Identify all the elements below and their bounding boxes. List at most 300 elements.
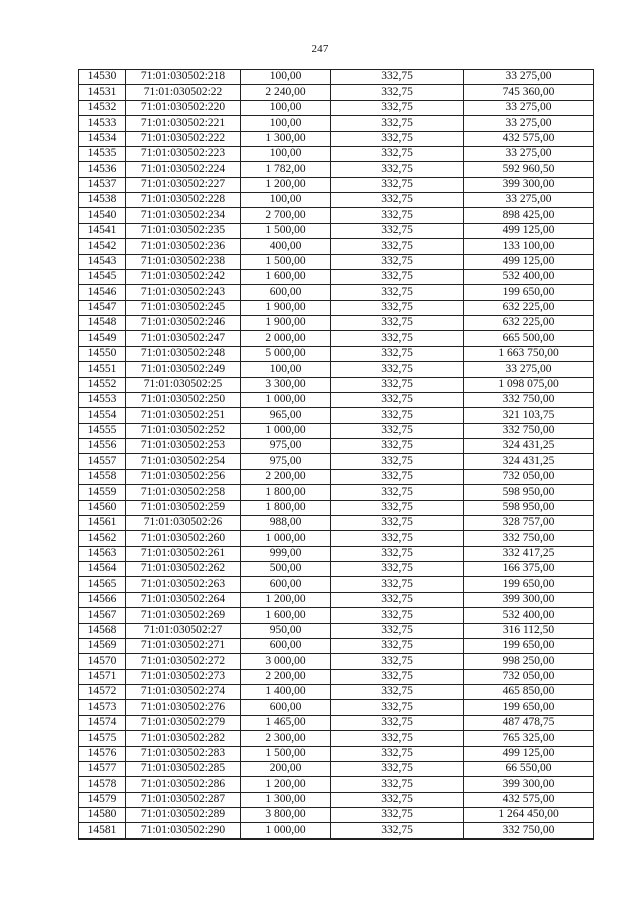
table-row — [79, 85, 594, 100]
value-cell: 33 275,00 — [464, 193, 594, 208]
cadastral-number-cell: 71:01:030502:247 — [126, 331, 241, 346]
cadastral-number-cell: 71:01:030502:27 — [126, 623, 241, 638]
cadastral-number-cell: 71:01:030502:25 — [126, 377, 241, 392]
table-row — [79, 792, 594, 807]
rate-cell: 332,75 — [331, 423, 464, 438]
table-row — [79, 515, 594, 530]
rate-cell: 332,75 — [331, 162, 464, 177]
rate-cell: 332,75 — [331, 146, 464, 161]
value-cell: 332 750,00 — [464, 823, 594, 839]
cadastral-number-cell: 71:01:030502:283 — [126, 746, 241, 761]
table-row — [79, 654, 594, 669]
row-number-cell: 14547 — [79, 300, 126, 315]
value-cell: 487 478,75 — [464, 715, 594, 730]
row-number-cell: 14568 — [79, 623, 126, 638]
cadastral-number-cell: 71:01:030502:222 — [126, 131, 241, 146]
table-row — [79, 300, 594, 315]
rate-cell: 332,75 — [331, 193, 464, 208]
value-cell: 598 950,00 — [464, 500, 594, 515]
table-row — [79, 715, 594, 730]
cadastral-number-cell: 71:01:030502:286 — [126, 777, 241, 792]
cadastral-number-cell: 71:01:030502:238 — [126, 254, 241, 269]
row-number-cell: 14545 — [79, 269, 126, 284]
row-number-cell: 14557 — [79, 454, 126, 469]
cadastral-number-cell: 71:01:030502:218 — [126, 70, 241, 85]
land-value-table — [78, 69, 594, 840]
rate-cell: 332,75 — [331, 761, 464, 776]
area-cell: 988,00 — [241, 515, 331, 530]
cadastral-number-cell: 71:01:030502:251 — [126, 408, 241, 423]
rate-cell: 332,75 — [331, 131, 464, 146]
area-cell: 100,00 — [241, 193, 331, 208]
rate-cell: 332,75 — [331, 269, 464, 284]
rate-cell: 332,75 — [331, 777, 464, 792]
table-row — [79, 685, 594, 700]
area-cell: 100,00 — [241, 362, 331, 377]
row-number-cell: 14558 — [79, 469, 126, 484]
rate-cell: 332,75 — [331, 223, 464, 238]
value-cell: 399 300,00 — [464, 592, 594, 607]
rate-cell: 332,75 — [331, 731, 464, 746]
table-row — [79, 100, 594, 115]
cadastral-number-cell: 71:01:030502:262 — [126, 562, 241, 577]
value-cell: 532 400,00 — [464, 269, 594, 284]
rate-cell: 332,75 — [331, 239, 464, 254]
cadastral-number-cell: 71:01:030502:249 — [126, 362, 241, 377]
value-cell: 998 250,00 — [464, 654, 594, 669]
value-cell: 332 750,00 — [464, 392, 594, 407]
rate-cell: 332,75 — [331, 392, 464, 407]
value-cell: 332 417,25 — [464, 546, 594, 561]
value-cell: 324 431,25 — [464, 439, 594, 454]
area-cell: 1 500,00 — [241, 223, 331, 238]
value-cell: 133 100,00 — [464, 239, 594, 254]
rate-cell: 332,75 — [331, 254, 464, 269]
table-row — [79, 208, 594, 223]
area-cell: 1 000,00 — [241, 392, 331, 407]
value-cell: 199 650,00 — [464, 577, 594, 592]
table-row — [79, 669, 594, 684]
row-number-cell: 14546 — [79, 285, 126, 300]
area-cell: 1 000,00 — [241, 531, 331, 546]
cadastral-number-cell: 71:01:030502:258 — [126, 485, 241, 500]
rate-cell: 332,75 — [331, 177, 464, 192]
table-row — [79, 500, 594, 515]
value-cell: 33 275,00 — [464, 116, 594, 131]
table-row — [79, 623, 594, 638]
cadastral-number-cell: 71:01:030502:279 — [126, 715, 241, 730]
area-cell: 1 800,00 — [241, 500, 331, 515]
rate-cell: 332,75 — [331, 515, 464, 530]
value-cell: 399 300,00 — [464, 777, 594, 792]
area-cell: 1 000,00 — [241, 823, 331, 839]
area-cell: 600,00 — [241, 285, 331, 300]
row-number-cell: 14573 — [79, 700, 126, 715]
row-number-cell: 14535 — [79, 146, 126, 161]
row-number-cell: 14577 — [79, 761, 126, 776]
row-number-cell: 14560 — [79, 500, 126, 515]
area-cell: 3 000,00 — [241, 654, 331, 669]
cadastral-number-cell: 71:01:030502:220 — [126, 100, 241, 115]
cadastral-number-cell: 71:01:030502:228 — [126, 193, 241, 208]
row-number-cell: 14567 — [79, 608, 126, 623]
area-cell: 2 200,00 — [241, 469, 331, 484]
row-number-cell: 14566 — [79, 592, 126, 607]
value-cell: 499 125,00 — [464, 746, 594, 761]
area-cell: 2 700,00 — [241, 208, 331, 223]
table-row — [79, 823, 594, 839]
row-number-cell: 14574 — [79, 715, 126, 730]
cadastral-number-cell: 71:01:030502:260 — [126, 531, 241, 546]
table-row — [79, 316, 594, 331]
rate-cell: 332,75 — [331, 638, 464, 653]
value-cell: 632 225,00 — [464, 316, 594, 331]
rate-cell: 332,75 — [331, 346, 464, 361]
row-number-cell: 14534 — [79, 131, 126, 146]
area-cell: 1 300,00 — [241, 131, 331, 146]
area-cell: 999,00 — [241, 546, 331, 561]
rate-cell: 332,75 — [331, 669, 464, 684]
cadastral-number-cell: 71:01:030502:290 — [126, 823, 241, 839]
rate-cell: 332,75 — [331, 408, 464, 423]
area-cell: 3 800,00 — [241, 808, 331, 823]
cadastral-number-cell: 71:01:030502:263 — [126, 577, 241, 592]
area-cell: 600,00 — [241, 577, 331, 592]
cadastral-number-cell: 71:01:030502:221 — [126, 116, 241, 131]
row-number-cell: 14553 — [79, 392, 126, 407]
area-cell: 975,00 — [241, 454, 331, 469]
table-row — [79, 638, 594, 653]
rate-cell: 332,75 — [331, 70, 464, 85]
table-row — [79, 808, 594, 823]
rate-cell: 332,75 — [331, 377, 464, 392]
rate-cell: 332,75 — [331, 485, 464, 500]
area-cell: 1 600,00 — [241, 269, 331, 284]
table-row — [79, 562, 594, 577]
rate-cell: 332,75 — [331, 439, 464, 454]
cadastral-number-cell: 71:01:030502:273 — [126, 669, 241, 684]
row-number-cell: 14551 — [79, 362, 126, 377]
value-cell: 328 757,00 — [464, 515, 594, 530]
table-row — [79, 162, 594, 177]
rate-cell: 332,75 — [331, 746, 464, 761]
value-cell: 66 550,00 — [464, 761, 594, 776]
value-cell: 199 650,00 — [464, 638, 594, 653]
area-cell: 100,00 — [241, 146, 331, 161]
rate-cell: 332,75 — [331, 823, 464, 839]
table-row — [79, 731, 594, 746]
value-cell: 499 125,00 — [464, 254, 594, 269]
row-number-cell: 14564 — [79, 562, 126, 577]
area-cell: 950,00 — [241, 623, 331, 638]
rate-cell: 332,75 — [331, 208, 464, 223]
row-number-cell: 14579 — [79, 792, 126, 807]
area-cell: 500,00 — [241, 562, 331, 577]
rate-cell: 332,75 — [331, 715, 464, 730]
value-cell: 33 275,00 — [464, 70, 594, 85]
row-number-cell: 14572 — [79, 685, 126, 700]
table-row — [79, 239, 594, 254]
row-number-cell: 14569 — [79, 638, 126, 653]
table-row — [79, 592, 594, 607]
area-cell: 1 500,00 — [241, 254, 331, 269]
rate-cell: 332,75 — [331, 454, 464, 469]
value-cell: 199 650,00 — [464, 700, 594, 715]
value-cell: 765 325,00 — [464, 731, 594, 746]
table-row — [79, 746, 594, 761]
rate-cell: 332,75 — [331, 531, 464, 546]
cadastral-number-cell: 71:01:030502:236 — [126, 239, 241, 254]
area-cell: 1 400,00 — [241, 685, 331, 700]
area-cell: 100,00 — [241, 100, 331, 115]
row-number-cell: 14538 — [79, 193, 126, 208]
area-cell: 3 300,00 — [241, 377, 331, 392]
area-cell: 1 200,00 — [241, 592, 331, 607]
table-row — [79, 469, 594, 484]
cadastral-number-cell: 71:01:030502:285 — [126, 761, 241, 776]
area-cell: 200,00 — [241, 761, 331, 776]
area-cell: 2 200,00 — [241, 669, 331, 684]
table-row — [79, 423, 594, 438]
table-row — [79, 131, 594, 146]
row-number-cell: 14537 — [79, 177, 126, 192]
table-row — [79, 377, 594, 392]
row-number-cell: 14556 — [79, 439, 126, 454]
rate-cell: 332,75 — [331, 577, 464, 592]
table-row — [79, 116, 594, 131]
rate-cell: 332,75 — [331, 792, 464, 807]
cadastral-number-cell: 71:01:030502:234 — [126, 208, 241, 223]
row-number-cell: 14554 — [79, 408, 126, 423]
cadastral-number-cell: 71:01:030502:282 — [126, 731, 241, 746]
row-number-cell: 14576 — [79, 746, 126, 761]
row-number-cell: 14561 — [79, 515, 126, 530]
row-number-cell: 14581 — [79, 823, 126, 839]
cadastral-number-cell: 71:01:030502:22 — [126, 85, 241, 100]
row-number-cell: 14543 — [79, 254, 126, 269]
value-cell: 33 275,00 — [464, 146, 594, 161]
row-number-cell: 14530 — [79, 70, 126, 85]
value-cell: 598 950,00 — [464, 485, 594, 500]
row-number-cell: 14532 — [79, 100, 126, 115]
rate-cell: 332,75 — [331, 331, 464, 346]
row-number-cell: 14536 — [79, 162, 126, 177]
cadastral-number-cell: 71:01:030502:248 — [126, 346, 241, 361]
rate-cell: 332,75 — [331, 85, 464, 100]
cadastral-number-cell: 71:01:030502:289 — [126, 808, 241, 823]
row-number-cell: 14559 — [79, 485, 126, 500]
area-cell: 600,00 — [241, 638, 331, 653]
cadastral-number-cell: 71:01:030502:254 — [126, 454, 241, 469]
cadastral-number-cell: 71:01:030502:261 — [126, 546, 241, 561]
area-cell: 100,00 — [241, 116, 331, 131]
table-row — [79, 223, 594, 238]
rate-cell: 332,75 — [331, 654, 464, 669]
cadastral-number-cell: 71:01:030502:271 — [126, 638, 241, 653]
value-cell: 332 750,00 — [464, 423, 594, 438]
row-number-cell: 14563 — [79, 546, 126, 561]
row-number-cell: 14578 — [79, 777, 126, 792]
rate-cell: 332,75 — [331, 546, 464, 561]
table-row — [79, 700, 594, 715]
cadastral-number-cell: 71:01:030502:287 — [126, 792, 241, 807]
cadastral-number-cell: 71:01:030502:250 — [126, 392, 241, 407]
value-cell: 316 112,50 — [464, 623, 594, 638]
area-cell: 5 000,00 — [241, 346, 331, 361]
value-cell: 499 125,00 — [464, 223, 594, 238]
row-number-cell: 14531 — [79, 85, 126, 100]
row-number-cell: 14562 — [79, 531, 126, 546]
row-number-cell: 14540 — [79, 208, 126, 223]
table-row — [79, 439, 594, 454]
rate-cell: 332,75 — [331, 100, 464, 115]
row-number-cell: 14542 — [79, 239, 126, 254]
value-cell: 732 050,00 — [464, 669, 594, 684]
area-cell: 1 900,00 — [241, 300, 331, 315]
rate-cell: 332,75 — [331, 285, 464, 300]
cadastral-number-cell: 71:01:030502:276 — [126, 700, 241, 715]
area-cell: 975,00 — [241, 439, 331, 454]
value-cell: 745 360,00 — [464, 85, 594, 100]
value-cell: 1 098 075,00 — [464, 377, 594, 392]
rate-cell: 332,75 — [331, 700, 464, 715]
row-number-cell: 14575 — [79, 731, 126, 746]
cadastral-number-cell: 71:01:030502:246 — [126, 316, 241, 331]
area-cell: 1 600,00 — [241, 608, 331, 623]
value-cell: 532 400,00 — [464, 608, 594, 623]
cadastral-number-cell: 71:01:030502:245 — [126, 300, 241, 315]
table-row — [79, 608, 594, 623]
row-number-cell: 14549 — [79, 331, 126, 346]
value-cell: 1 663 750,00 — [464, 346, 594, 361]
value-cell: 332 750,00 — [464, 531, 594, 546]
row-number-cell: 14548 — [79, 316, 126, 331]
area-cell: 1 500,00 — [241, 746, 331, 761]
table-row — [79, 331, 594, 346]
cadastral-number-cell: 71:01:030502:235 — [126, 223, 241, 238]
table-row — [79, 408, 594, 423]
value-cell: 432 575,00 — [464, 792, 594, 807]
table-row — [79, 577, 594, 592]
table-row — [79, 531, 594, 546]
cadastral-number-cell: 71:01:030502:269 — [126, 608, 241, 623]
table-row — [79, 193, 594, 208]
cadastral-number-cell: 71:01:030502:252 — [126, 423, 241, 438]
area-cell: 2 300,00 — [241, 731, 331, 746]
row-number-cell: 14555 — [79, 423, 126, 438]
area-cell: 400,00 — [241, 239, 331, 254]
value-cell: 399 300,00 — [464, 177, 594, 192]
cadastral-number-cell: 71:01:030502:242 — [126, 269, 241, 284]
table-body — [79, 70, 594, 839]
cadastral-number-cell: 71:01:030502:26 — [126, 515, 241, 530]
value-cell: 898 425,00 — [464, 208, 594, 223]
rate-cell: 332,75 — [331, 623, 464, 638]
value-cell: 33 275,00 — [464, 362, 594, 377]
page-number: 247 — [311, 43, 329, 55]
cadastral-number-cell: 71:01:030502:256 — [126, 469, 241, 484]
rate-cell: 332,75 — [331, 300, 464, 315]
area-cell: 1 465,00 — [241, 715, 331, 730]
table-row — [79, 777, 594, 792]
table-row — [79, 285, 594, 300]
area-cell: 1 300,00 — [241, 792, 331, 807]
table-row — [79, 546, 594, 561]
table-row — [79, 146, 594, 161]
area-cell: 2 240,00 — [241, 85, 331, 100]
value-cell: 465 850,00 — [464, 685, 594, 700]
cadastral-number-cell: 71:01:030502:223 — [126, 146, 241, 161]
table-row — [79, 392, 594, 407]
rate-cell: 332,75 — [331, 469, 464, 484]
rate-cell: 332,75 — [331, 116, 464, 131]
cadastral-number-cell: 71:01:030502:274 — [126, 685, 241, 700]
cadastral-number-cell: 71:01:030502:227 — [126, 177, 241, 192]
cadastral-number-cell: 71:01:030502:272 — [126, 654, 241, 669]
area-cell: 600,00 — [241, 700, 331, 715]
table-row — [79, 254, 594, 269]
value-cell: 199 650,00 — [464, 285, 594, 300]
value-cell: 732 050,00 — [464, 469, 594, 484]
cadastral-number-cell: 71:01:030502:264 — [126, 592, 241, 607]
row-number-cell: 14570 — [79, 654, 126, 669]
area-cell: 1 200,00 — [241, 777, 331, 792]
row-number-cell: 14533 — [79, 116, 126, 131]
area-cell: 2 000,00 — [241, 331, 331, 346]
row-number-cell: 14571 — [79, 669, 126, 684]
value-cell: 324 431,25 — [464, 454, 594, 469]
value-cell: 1 264 450,00 — [464, 808, 594, 823]
table-row — [79, 362, 594, 377]
value-cell: 166 375,00 — [464, 562, 594, 577]
area-cell: 100,00 — [241, 70, 331, 85]
rate-cell: 332,75 — [331, 316, 464, 331]
value-cell: 321 103,75 — [464, 408, 594, 423]
area-cell: 1 900,00 — [241, 316, 331, 331]
table-row — [79, 346, 594, 361]
rate-cell: 332,75 — [331, 592, 464, 607]
cadastral-number-cell: 71:01:030502:224 — [126, 162, 241, 177]
rate-cell: 332,75 — [331, 500, 464, 515]
cadastral-number-cell: 71:01:030502:243 — [126, 285, 241, 300]
rate-cell: 332,75 — [331, 808, 464, 823]
value-cell: 33 275,00 — [464, 100, 594, 115]
rate-cell: 332,75 — [331, 685, 464, 700]
value-cell: 592 960,50 — [464, 162, 594, 177]
table-row — [79, 761, 594, 776]
area-cell: 1 000,00 — [241, 423, 331, 438]
area-cell: 1 800,00 — [241, 485, 331, 500]
row-number-cell: 14550 — [79, 346, 126, 361]
value-cell: 432 575,00 — [464, 131, 594, 146]
rate-cell: 332,75 — [331, 362, 464, 377]
table-row — [79, 70, 594, 85]
table-row — [79, 454, 594, 469]
area-cell: 1 782,00 — [241, 162, 331, 177]
value-cell: 665 500,00 — [464, 331, 594, 346]
table-row — [79, 485, 594, 500]
table-row — [79, 269, 594, 284]
row-number-cell: 14565 — [79, 577, 126, 592]
area-cell: 1 200,00 — [241, 177, 331, 192]
table-row — [79, 177, 594, 192]
area-cell: 965,00 — [241, 408, 331, 423]
row-number-cell: 14541 — [79, 223, 126, 238]
cadastral-number-cell: 71:01:030502:259 — [126, 500, 241, 515]
row-number-cell: 14552 — [79, 377, 126, 392]
cadastral-number-cell: 71:01:030502:253 — [126, 439, 241, 454]
rate-cell: 332,75 — [331, 608, 464, 623]
